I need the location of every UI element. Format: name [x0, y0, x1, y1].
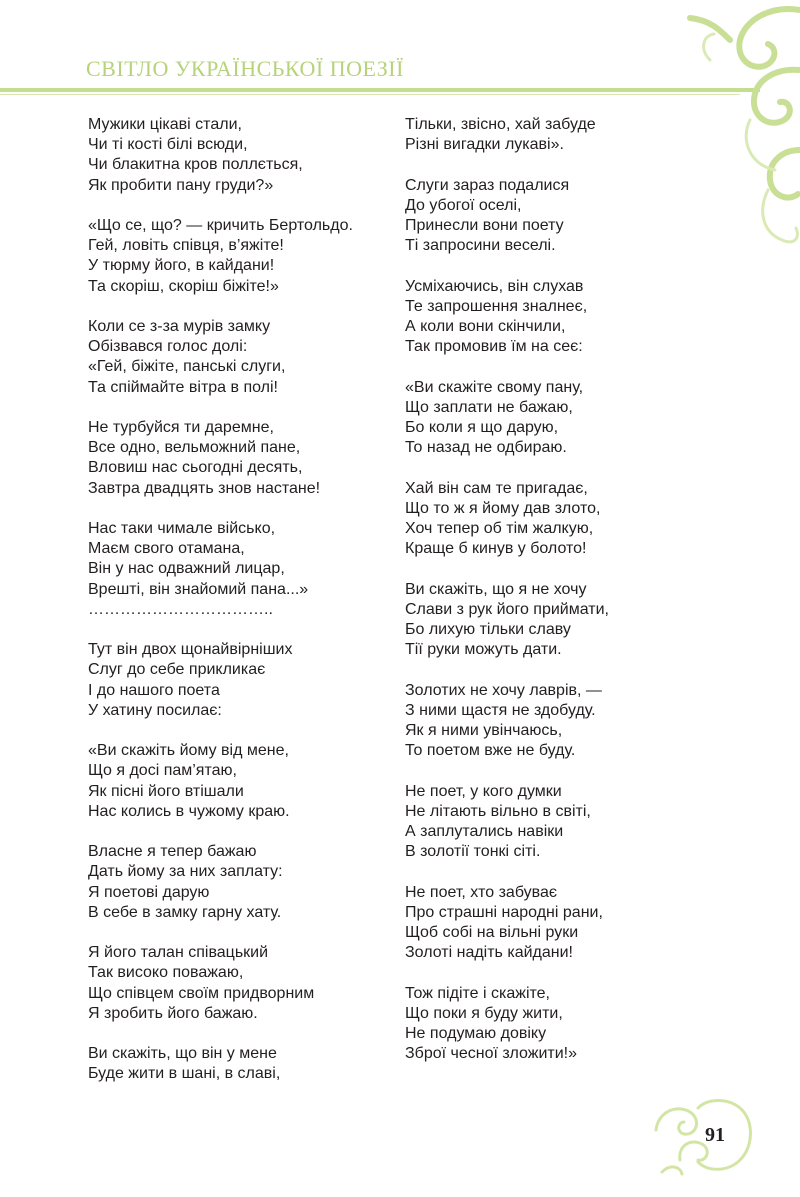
poem-column-left: [88, 115, 398, 1105]
poem-line: Врешті, він знайомий пана...»: [88, 580, 309, 598]
poem-line: Нас таки чимале військо,: [88, 520, 276, 537]
poem-column-right: [405, 115, 715, 1085]
poem-line: Ті запросини веселі.: [405, 237, 556, 255]
poem-line: Не турбуйся ти даремне,: [88, 419, 274, 436]
poem-line: Як пісні його втішали: [88, 782, 244, 800]
poem-line: Що поки я буду жити,: [405, 1004, 563, 1022]
stanza: [405, 782, 715, 863]
poem-line: Я його талан співацький: [88, 944, 269, 962]
poem-line: Вловиш нас сьогодні десять,: [88, 459, 303, 477]
stanza: [88, 418, 398, 499]
poem-line: Чи ті кості білі всюди,: [88, 136, 248, 154]
stanza: [88, 741, 398, 822]
poem-line: Золоті надіть кайдани!: [405, 944, 573, 962]
poem-line: Обізвався голос долі:: [88, 338, 248, 356]
poem-line: Різні вигадки лукаві».: [405, 136, 564, 154]
poem-line: Краще б кинув у болото!: [405, 540, 587, 558]
poem-line: І до нашого поета: [88, 681, 220, 699]
poem-line: У хатину посилає:: [88, 701, 222, 719]
poem-line: ……………………………..: [88, 600, 273, 618]
poem-line: Хоч тепер об тім жалкую,: [405, 520, 594, 537]
poem-line: Тільки, звісно, хай забуде: [405, 116, 596, 133]
poem-line: Як я ними увінчаюсь,: [405, 722, 563, 739]
poem-line: До убогої оселі,: [405, 196, 522, 214]
poem-line: В золотії тонкі сіті.: [405, 843, 541, 861]
poem-line: Так промовив їм на сеє:: [405, 338, 583, 356]
poem-line: Щоб собі на вільні руки: [405, 924, 579, 941]
poem-line: Тож підіте і скажіте,: [405, 984, 550, 1002]
poem-line: Що заплати не бажаю,: [405, 398, 573, 416]
poem-line: Принесли вони поету: [405, 217, 564, 234]
stanza: [88, 842, 398, 923]
poem-line: Так високо поважаю,: [88, 964, 244, 982]
stanza: [88, 519, 398, 620]
poem-line: Я зробить його бажаю.: [88, 1004, 258, 1022]
stanza: [405, 883, 715, 964]
poem-line: Мужики цікаві стали,: [88, 116, 242, 133]
poem-line: Я поетові дарую: [88, 883, 210, 901]
poem-line: Що співцем своїм придворним: [88, 984, 315, 1002]
stanza: [405, 277, 715, 358]
poem-line: Завтра двадцять знов настане!: [88, 479, 321, 497]
poem-line: Що я досі пам’ятаю,: [88, 762, 237, 780]
poem-line: Бо коли я що дарую,: [405, 419, 559, 436]
poem-line: Тут він двох щонайвірніших: [88, 641, 293, 659]
header-rule-thin: [0, 94, 740, 95]
poem-line: Бо лихую тільки славу: [405, 621, 571, 638]
poem-line: Не літають вільно в світі,: [405, 802, 591, 820]
poem-line: Слави з рук його приймати,: [405, 600, 609, 618]
page-number: 91: [705, 1124, 725, 1146]
poem-line: Та скоріш, скоріш біжіте!»: [88, 277, 279, 295]
poem-line: То поетом вже не буду.: [405, 742, 576, 760]
poem-line: Не поет, хто забуває: [405, 883, 558, 901]
stanza: [405, 176, 715, 257]
poem-line: То назад не одбираю.: [405, 439, 567, 457]
stanza: [405, 479, 715, 560]
poem-line: Тії руки можуть дати.: [405, 641, 562, 659]
stanza: [405, 580, 715, 661]
poem-line: Хай він сам те пригадає,: [405, 479, 588, 497]
poem-line: А заплутались навіки: [405, 823, 564, 840]
poem-line: Він у нас одважний лицар,: [88, 560, 285, 578]
poem-line: З ними щастя не здобуду.: [405, 701, 596, 719]
stanza: [405, 984, 715, 1065]
poem-line: Не подумаю довіку: [405, 1025, 547, 1042]
poem-line: «Ви скажіте свому пану,: [405, 378, 584, 396]
poem-line: Власне я тепер бажаю: [88, 843, 257, 861]
stanza: [88, 317, 398, 398]
stanza: [88, 640, 398, 721]
poem-line: Ви скажіть, що він у мене: [88, 1045, 277, 1063]
poem-line: «Гей, біжіте, панські слуги,: [88, 358, 286, 376]
poem-line: Чи блакитна кров поллється,: [88, 156, 303, 174]
running-head-title: СВІТЛО УКРАЇНСЬКОЇ ПОЕЗІЇ: [86, 56, 404, 81]
poem-line: Не поет, у кого думки: [405, 782, 562, 800]
poem-line: Гей, ловіть співця, в’яжіте!: [88, 237, 284, 255]
poem-line: Усміхаючись, він слухав: [405, 277, 584, 295]
header-rule: [0, 88, 760, 92]
stanza: [88, 1044, 398, 1084]
stanza: [88, 115, 398, 196]
poem-line: Коли се з-за мурів замку: [88, 318, 271, 335]
poem-line: Маєм свого отамана,: [88, 540, 245, 558]
poem-line: Дать йому за них заплату:: [88, 863, 283, 881]
poem-line: Та спіймайте вітра в полі!: [88, 378, 278, 396]
poem-line: Про страшні народні рани,: [405, 903, 603, 921]
poem-line: Нас колись в чужому краю.: [88, 802, 290, 820]
poem-line: Ви скажіть, що я не хочу: [405, 580, 587, 598]
stanza: [405, 115, 715, 155]
stanza: [88, 943, 398, 1024]
stanza: [88, 216, 398, 297]
poem-line: У тюрму його, в кайдани!: [88, 257, 275, 275]
stanza: [405, 681, 715, 762]
poem-line: «Що се, що? — кричить Бертольдо.: [88, 217, 353, 234]
stanza: [405, 378, 715, 459]
poem-line: Що то ж я йому дав злото,: [405, 499, 601, 517]
poem-line: В себе в замку гарну хату.: [88, 903, 282, 921]
poem-line: А коли вони скінчили,: [405, 318, 566, 335]
poem-line: Слуг до себе прикликає: [88, 661, 266, 679]
poem-line: Золотих не хочу лаврів, —: [405, 681, 602, 699]
poem-line: Зброї чесної зложити!»: [405, 1045, 578, 1063]
poem-line: Слуги зараз подалися: [405, 176, 570, 194]
poem-line: Те запрошення зналнеє,: [405, 297, 588, 315]
poem-line: Все одно, вельможний пане,: [88, 439, 301, 457]
poem-line: «Ви скажіть йому від мене,: [88, 742, 289, 760]
poem-line: Як пробити пану груди?»: [88, 176, 274, 194]
poem-line: Буде жити в шані, в славі,: [88, 1065, 281, 1083]
